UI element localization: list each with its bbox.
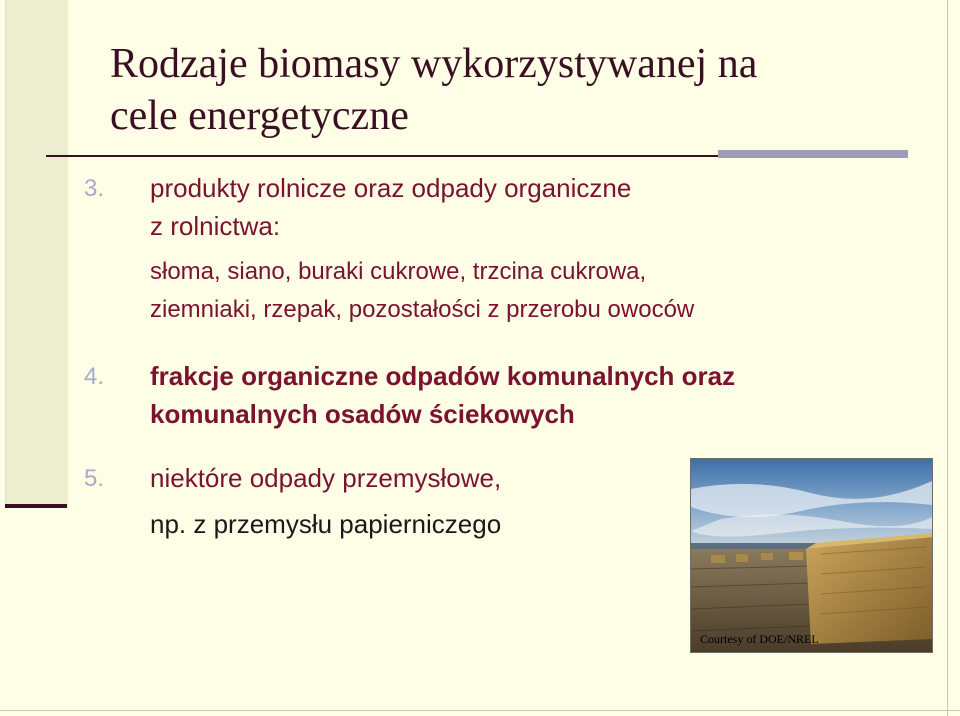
panel-accent-bar [5,504,67,508]
title-line-2: cele energetyczne [110,93,409,139]
photo-credit: Courtesy of DOE/NREL [700,632,819,646]
title-line-1: Rodzaje biomasy wykorzystywanej na [110,41,758,87]
item-4-heading-line-2: komunalnych osadów ściekowych [150,399,575,429]
item-number-4: 4. [84,363,105,390]
item-3-detail-line-2: ziemniaki, rzepak, pozostałości z przerobu owoców [150,296,695,323]
item-number-3: 3. [84,175,105,202]
left-decorative-panel [5,0,68,508]
item-4-heading-line-1: frakcje organiczne odpadów komunalnych oraz [150,361,736,391]
right-border-line [947,0,948,716]
item-5-example: np. z przemysłu papierniczego [150,509,502,539]
slide-title [110,38,910,142]
item-3-heading-line-1: produkty rolnicze oraz odpady organiczne [150,173,632,203]
item-number-5: 5. [84,465,105,492]
item-3-heading-line-2: z rolnictwa: [150,211,281,241]
title-divider-accent [718,150,908,158]
item-3-detail-line-1: słoma, siano, buraki cukrowe, trzcina cukrowa, [150,258,647,285]
hay-bales-photo [690,458,933,653]
item-5-heading: niektóre odpady przemysłowe, [150,463,502,493]
bottom-border-line [0,710,960,711]
